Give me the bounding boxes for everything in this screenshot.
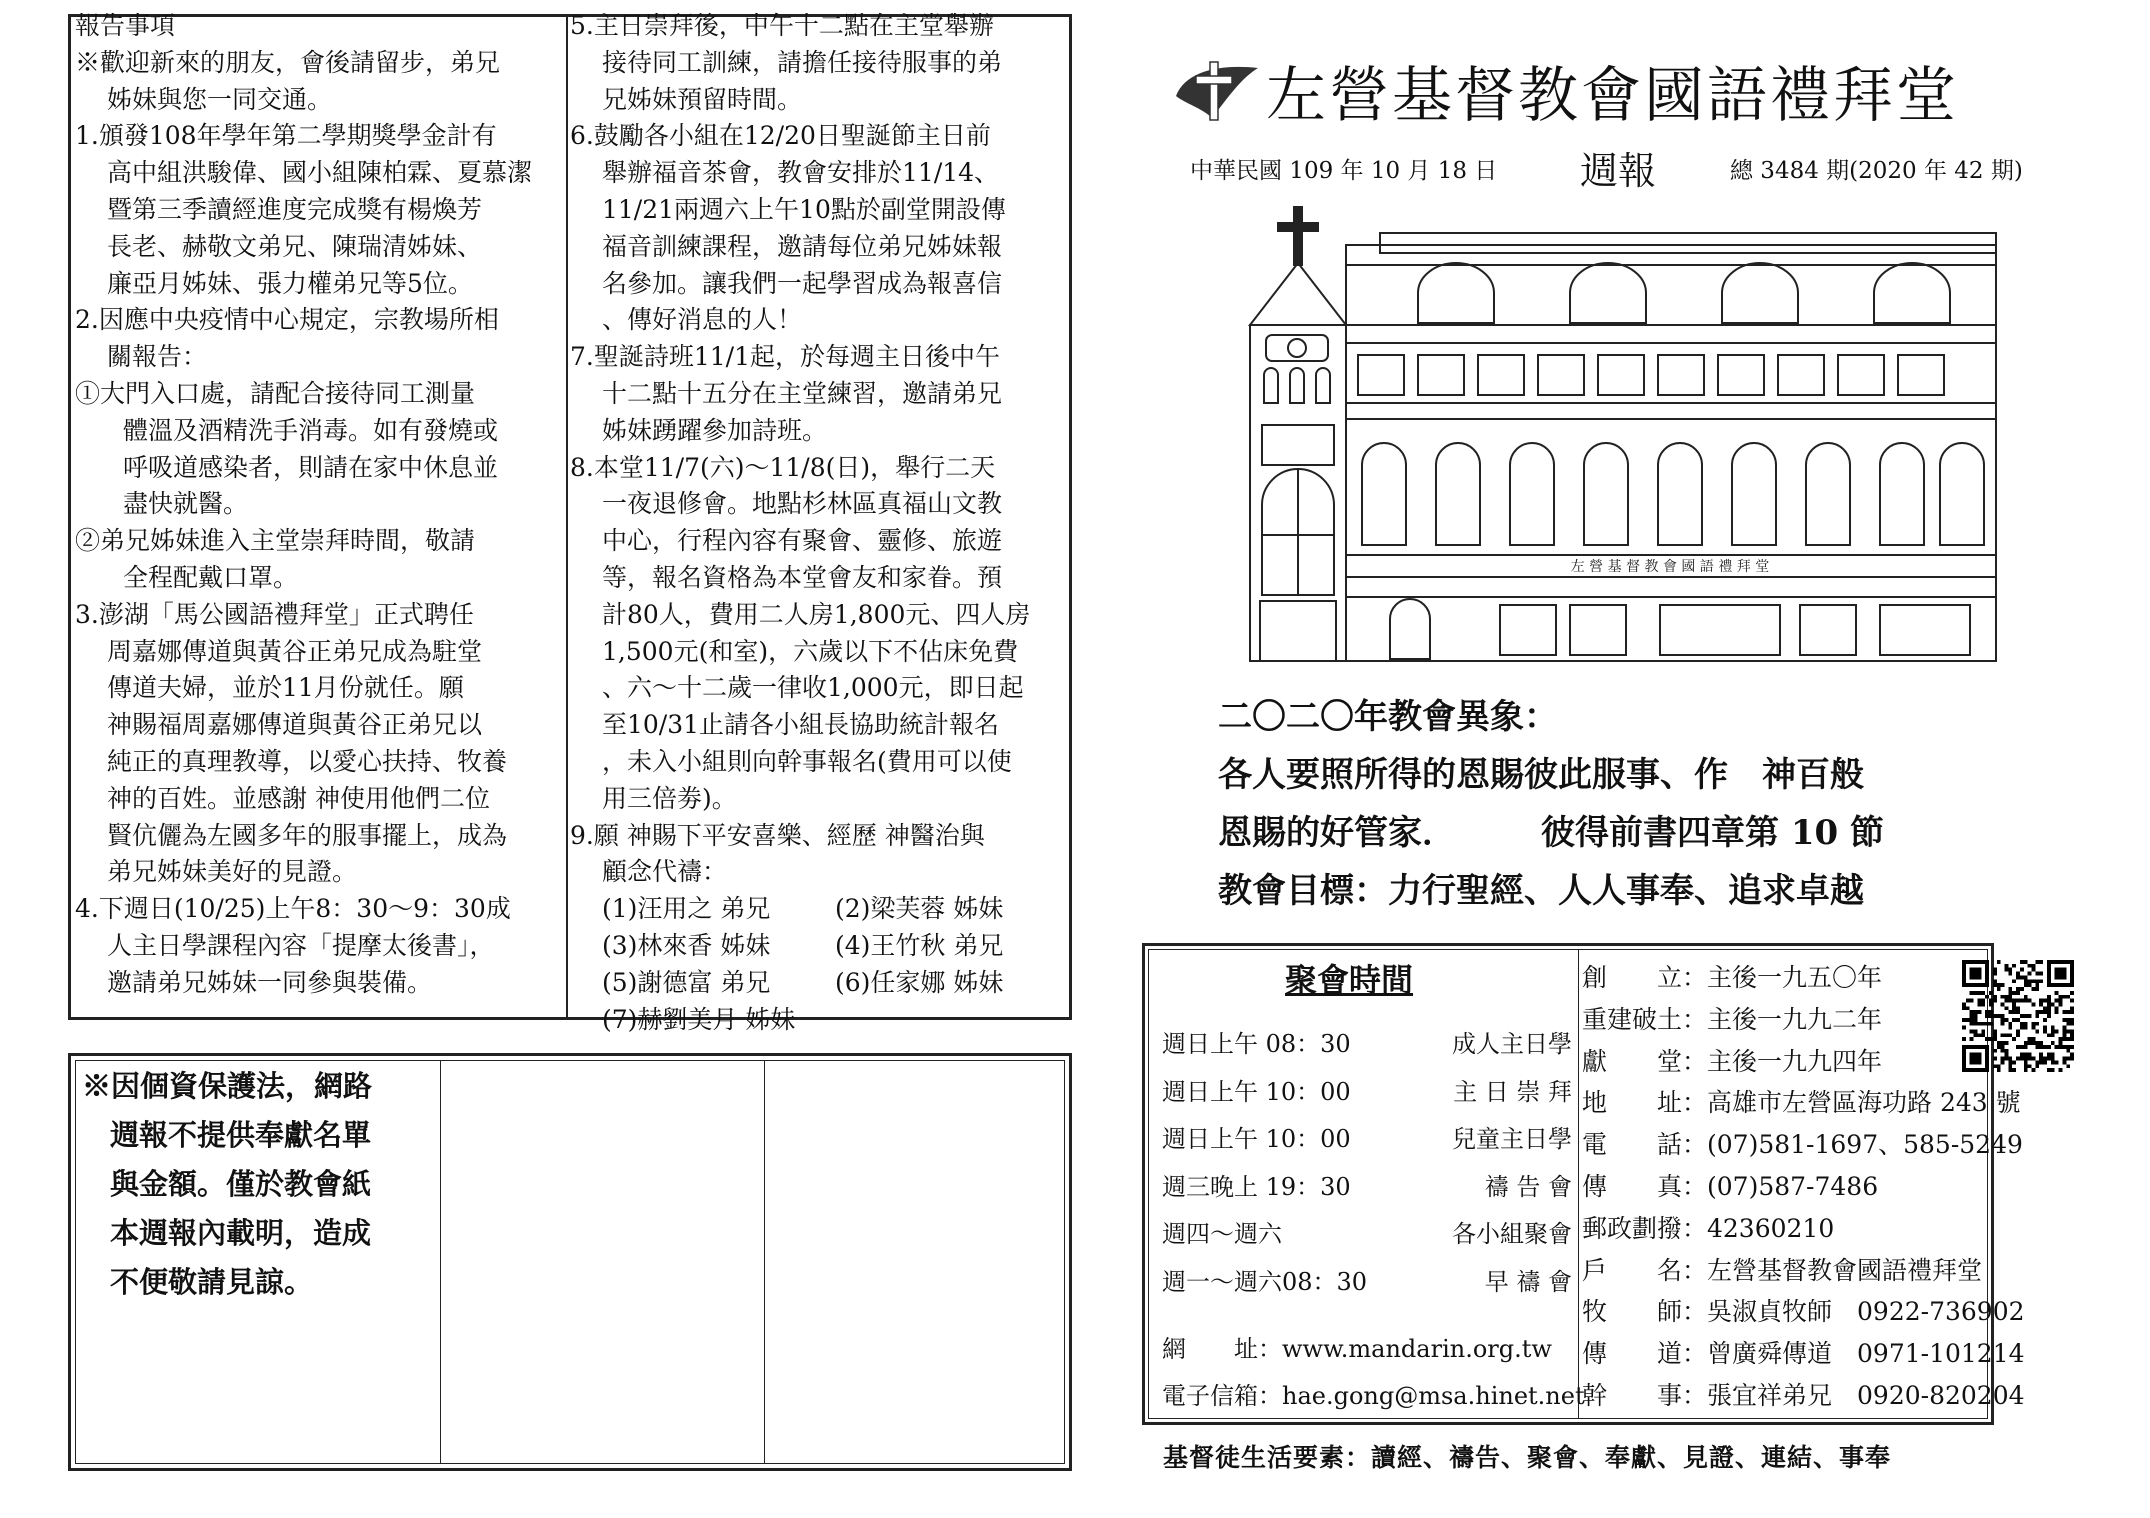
- church-info-row: 幹 事：張宜祥弟兄 0920-820204: [1582, 1381, 2025, 1410]
- prayer-list-row: [570, 1002, 1068, 1039]
- church-building-illustration: [1240, 205, 2000, 663]
- column-divider: [566, 14, 568, 1020]
- meeting-time: 週一～週六08：30: [1162, 1267, 1368, 1296]
- church-info-row: 戶 名：左營基督教會國語禮拜堂: [1582, 1255, 1983, 1285]
- privacy-line: 週報不提供奉獻名單: [110, 1118, 372, 1152]
- announcement-line: 11/21兩週六上午10點於副堂開設傳: [602, 194, 1006, 224]
- announcement-line: 、六～十二歲一律收1,000元，即日起: [602, 673, 1024, 703]
- meeting-info-divider: [1578, 949, 1579, 1419]
- contact-email: [1162, 1376, 1585, 1411]
- announcement-line: 名參加。讓我們一起學習成為報喜信: [602, 268, 1003, 298]
- announcements-left-column: [75, 8, 565, 1002]
- announcement-line: ①大門入口處，請配合接待同工測量: [75, 378, 476, 408]
- announcement-line: 1.頒發108年學年第二學期獎學金計有: [75, 121, 497, 151]
- meeting-time: 週日上午 10：00: [1162, 1125, 1351, 1153]
- announcement-line: 周嘉娜傳道與黃谷正弟兄成為駐堂: [107, 636, 483, 666]
- prayer-name: (5)謝德富 弟兄: [602, 967, 771, 997]
- announcement-line: 兄姊妹預留時間。: [602, 84, 803, 114]
- contact-website: [1162, 1329, 1572, 1364]
- announcement-line: 神賜福周嘉娜傳道與黃谷正弟兄以: [107, 710, 483, 740]
- meeting-name: 主 日 崇 拜: [1453, 1077, 1572, 1106]
- privacy-line: 與金額。僅於教會紙: [110, 1167, 372, 1201]
- announcement-line: 傳道夫婦，並於11月份就任。願: [107, 673, 464, 703]
- announcement-line: 關報告：: [107, 342, 208, 372]
- building-sign: 左 營 基 督 教 會 國 語 禮 拜 堂: [1570, 559, 1770, 575]
- church-logo-icon: [1172, 58, 1262, 124]
- announcement-line: 姊妹踴躍參加詩班。: [602, 415, 828, 445]
- announcement-line: 長老、赫敬文弟兄、陳瑞清姊妹、: [107, 231, 483, 261]
- announcement-line: 7.聖誕詩班11/1起，於每週主日後中午: [570, 342, 1000, 372]
- announcement-line: 中心，行程內容有聚會、靈修、旅遊: [602, 526, 1003, 556]
- meeting-name: 早 禱 會: [1484, 1267, 1572, 1296]
- announcements-middle-column: [570, 8, 1068, 1038]
- privacy-notice: [82, 1062, 432, 1307]
- announcement-line: 舉辦福音茶會，教會安排於11/14、: [602, 158, 1000, 188]
- announcement-line: 2.因應中央疫情中心規定，宗教場所相: [75, 305, 499, 335]
- issue-number: 總 3484 期(2020 年 42 期): [1730, 158, 2023, 184]
- announcement-line: 1,500元(和室)，六歲以下不佔床免費: [602, 636, 1019, 666]
- announcement-line: 計80人，費用二人房1,800元、四人房: [602, 599, 1031, 629]
- prayer-list-row: [570, 965, 1068, 1002]
- privacy-line: 本週報內載明，造成: [110, 1216, 372, 1250]
- church-vision: [1218, 688, 2018, 920]
- announcement-line: 報告事項: [75, 11, 176, 40]
- qr-code: [1962, 960, 2074, 1072]
- meeting-row: [1162, 1024, 1572, 1059]
- church-info-row: 重建破土：主後一九九二年: [1582, 1004, 1883, 1034]
- announcement-line: 純正的真理教導，以愛心扶持、牧養: [107, 746, 508, 776]
- announcement-line: 全程配戴口罩。: [123, 562, 299, 592]
- offering-divider-2: [764, 1060, 765, 1464]
- church-info-row: 傳 真：(07)587-7486: [1582, 1172, 1879, 1201]
- prayer-name: (2)梁芙蓉 姊妹: [835, 894, 1004, 924]
- offering-divider-1: [440, 1060, 441, 1464]
- church-info-row: 電 話：(07)581-1697、585-5249: [1582, 1130, 2023, 1160]
- announcement-line: 6.鼓勵各小組在12/20日聖誕節主日前: [570, 121, 991, 151]
- meeting-row: [1162, 1119, 1572, 1154]
- prayer-list-row: [570, 928, 1068, 965]
- announcement-line: 5.主日崇拜後，中午十二點在主堂舉辦: [570, 11, 994, 40]
- church-info-row: 傳 道：曾廣舜傳道 0971-101214: [1582, 1339, 2025, 1369]
- vision-line: 教會目標：力行聖經、人人事奉、追求卓越: [1218, 871, 1864, 911]
- prayer-name: (7)赫劉美月 姊妹: [602, 1004, 796, 1034]
- announcement-line: 體溫及酒精洗手消毒。如有發燒或: [123, 415, 499, 445]
- meeting-name: 各小組聚會: [1452, 1220, 1572, 1248]
- announcement-line: 至10/31止請各小組長協助統計報名: [602, 710, 1000, 740]
- email-text: 電子信箱：hae.gong@msa.hinet.net: [1162, 1382, 1585, 1410]
- meeting-times-title: 聚會時間: [1285, 961, 1414, 999]
- meeting-name: 成人主日學: [1452, 1030, 1572, 1058]
- announcement-line: 等，報名資格為本堂會友和家眷。預: [602, 562, 1003, 592]
- announcement-line: 、傳好消息的人！: [602, 305, 803, 335]
- announcement-line: ②弟兄姊妹進入主堂崇拜時間，敬請: [75, 526, 476, 556]
- announcement-line: 福音訓練課程，邀請每位弟兄姊妹報: [602, 231, 1003, 261]
- announcement-line: 弟兄姊妹美好的見證。: [107, 857, 358, 887]
- announcement-line: 高中組洪駿偉、國小組陳柏霖、夏慕潔: [107, 158, 533, 188]
- announcement-line: ※歡迎新來的朋友，會後請留步，弟兄: [75, 47, 501, 77]
- meeting-row: [1162, 1262, 1572, 1297]
- vision-line: 二〇二〇年教會異象：: [1218, 697, 1558, 737]
- announcement-line: 9.願 神賜下平安喜樂、經歷 神醫治與: [570, 820, 985, 850]
- church-info-row: 牧 師：吳淑貞牧師 0922-736902: [1582, 1297, 2025, 1327]
- meeting-row: [1162, 1072, 1572, 1107]
- issue-date: 中華民國 109 年 10 月 18 日: [1190, 158, 1498, 184]
- announcement-line: 十二點十五分在主堂練習，邀請弟兄: [602, 378, 1003, 408]
- announcement-line: 神的百姓。並感謝 神使用他們二位: [107, 783, 490, 813]
- announcement-line: 一夜退修會。地點杉林區真福山文教: [602, 489, 1003, 519]
- meeting-time: 週三晚上 19：30: [1162, 1172, 1351, 1201]
- announcement-line: 接待同工訓練，請擔任接待服事的弟: [602, 47, 1003, 77]
- announcement-line: ，未入小組則向幹事報名(費用可以使: [602, 746, 1012, 776]
- prayer-name: (4)王竹秋 弟兄: [835, 930, 1004, 960]
- announcement-line: 呼吸道感染者，則請在家中休息並: [123, 452, 499, 482]
- prayer-name: (6)任家娜 姊妹: [835, 967, 1004, 997]
- vision-line: 各人要照所得的恩賜彼此服事、作 神百般: [1218, 755, 1864, 795]
- meeting-name: 禱 告 會: [1484, 1172, 1572, 1201]
- website-text: 網 址：www.mandarin.org.tw: [1162, 1335, 1552, 1363]
- prayer-name: (3)林來香 姊妹: [602, 930, 771, 960]
- weekly-title: 週報: [1580, 149, 1657, 193]
- prayer-name: (1)汪用之 弟兄: [602, 894, 771, 924]
- meeting-row: [1162, 1167, 1572, 1202]
- church-name: 左營基督教會國語禮拜堂: [1266, 61, 1959, 131]
- privacy-line: ※因個資保護法，網路: [82, 1069, 373, 1103]
- announcement-line: 人主日學課程內容「提摩太後書」，: [107, 930, 495, 960]
- meeting-time: 週四～週六: [1162, 1220, 1282, 1248]
- privacy-line: 不便敬請見諒。: [110, 1265, 314, 1299]
- prayer-name: [835, 1002, 1068, 1039]
- announcement-line: 8.本堂11/7(六)～11/8(日)，舉行二天: [570, 452, 996, 482]
- meeting-time: 週日上午 10：00: [1162, 1077, 1351, 1106]
- announcement-line: 暨第三季讀經進度完成獎有楊煥芳: [107, 194, 483, 224]
- meeting-name: 兒童主日學: [1452, 1125, 1572, 1153]
- announcement-line: 姊妹與您一同交通。: [107, 84, 333, 114]
- christian-life-essentials: 基督徒生活要素：讀經、禱告、聚會、奉獻、見證、連結、事奉: [1163, 1443, 1892, 1472]
- meeting-row: [1162, 1214, 1572, 1249]
- announcement-line: 廉亞月姊妹、張力權弟兄等5位。: [107, 268, 473, 298]
- meeting-time: 週日上午 08：30: [1162, 1030, 1351, 1058]
- announcement-line: 邀請弟兄姊妹一同參與裝備。: [107, 967, 433, 997]
- announcement-line: 顧念代禱：: [602, 857, 728, 887]
- prayer-list-row: [570, 891, 1068, 928]
- church-info-row: 地 址：高雄市左營區海功路 243 號: [1582, 1088, 2021, 1118]
- church-info-row: 郵政劃撥：42360210: [1582, 1213, 1835, 1243]
- announcement-line: 4.下週日(10/25)上午8：30～9：30成: [75, 894, 511, 924]
- vision-line: 恩賜的好管家． 彼得前書四章第 10 節: [1218, 813, 1884, 853]
- announcement-line: 用三倍劵)。: [602, 783, 737, 813]
- announcement-line: 3.澎湖「馬公國語禮拜堂」正式聘任: [75, 599, 474, 629]
- announcement-line: 賢伉儷為左國多年的服事擺上，成為: [107, 820, 508, 850]
- church-info-row: 創 立：主後一九五〇年: [1582, 963, 1883, 992]
- announcement-line: 盡快就醫。: [123, 489, 249, 519]
- church-info-row: 獻 堂：主後一九九四年: [1582, 1046, 1883, 1076]
